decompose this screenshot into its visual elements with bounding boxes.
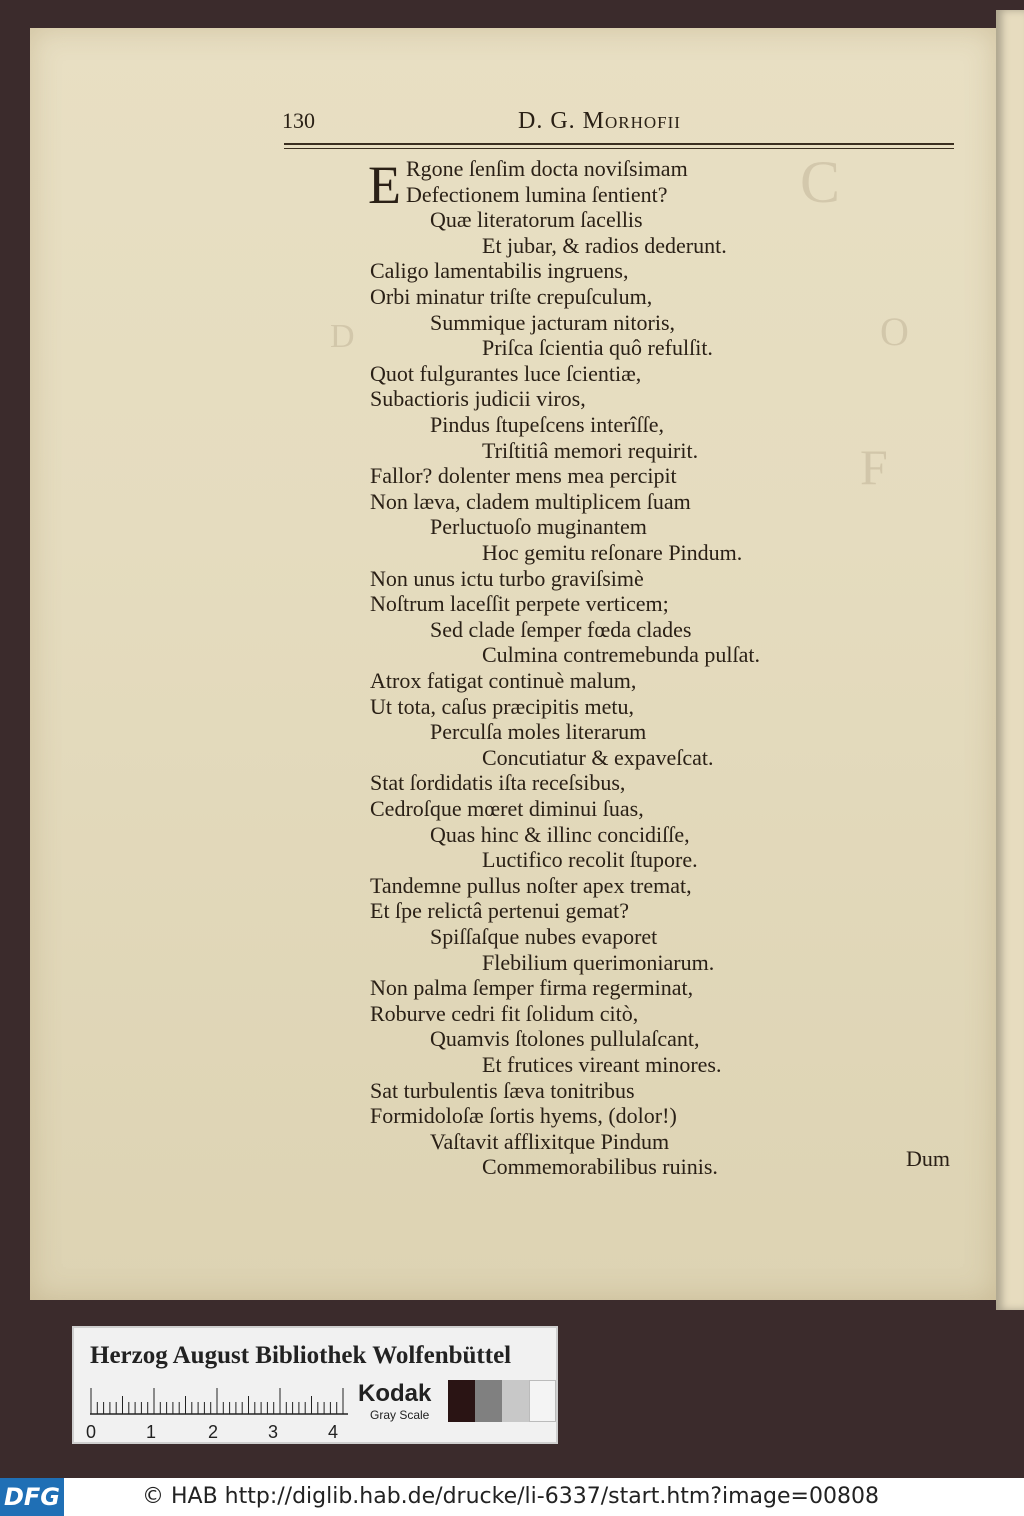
running-head: D. G. Morhofii (518, 108, 681, 134)
poem-line: Priſca ſcientia quô refulſit. (482, 335, 713, 361)
kodak-logo: Kodak (358, 1380, 432, 1407)
poem-line: Tandemne pullus noſter apex tremat, (370, 872, 692, 898)
library-name: Herzog August Bibliothek Wolfenbüttel (90, 1342, 512, 1369)
poem-line: Roburve cedri fit ſolidum citò, (370, 1000, 639, 1026)
poem-line: Pindus ſtupeſcens interîſſe, (430, 412, 665, 437)
poem-line: Non unus ictu turbo graviſsimè (370, 565, 644, 591)
poem-line: Quas hinc & illinc concidiſſe, (430, 821, 690, 847)
bleed-through-mark: F (860, 439, 888, 495)
poem-line: Sat turbulentis ſæva tonitribus (370, 1077, 635, 1103)
poem-line: Perculſa moles literarum (430, 719, 647, 745)
gray-swatch (529, 1380, 556, 1422)
poem-line: Fallor? dolenter mens mea percipit (370, 463, 677, 489)
poem-line: Spiſſaſque nubes evaporet (430, 924, 658, 949)
poem-line: Et frutices vireant minores. (482, 1052, 722, 1077)
gray-scale-caption: Gray Scale (370, 1408, 430, 1422)
library-label (72, 1326, 558, 1444)
gray-swatch (502, 1380, 529, 1422)
bleed-through-mark: C (800, 149, 841, 215)
poem-line: Cedroſque mœret diminui ſuas, (370, 796, 644, 821)
poem-line: Luctifico recolit ſtupore. (482, 847, 698, 873)
poem-line: Caligo lamentabilis ingruens, (370, 258, 629, 284)
poem-line: Commemorabilibus ruinis. (482, 1154, 718, 1180)
poem-line: Perluctuoſo muginantem (430, 514, 647, 540)
ruler-numbers (86, 1422, 350, 1442)
gray-swatch (475, 1380, 502, 1422)
header-rule (284, 143, 954, 149)
poem-line: Summique jacturam nitoris, (430, 309, 676, 335)
poem-line: Quæ literatorum ſacellis (430, 207, 643, 233)
poem-line: Non læva, cladem multiplicem ſuam (370, 488, 691, 514)
ruler-number: 4 (328, 1422, 339, 1442)
poem-line: Stat ſordidatis iſta receſsibus, (370, 770, 626, 796)
poem-line: Ut tota, caſus præcipitis metu, (370, 693, 634, 719)
poem-line: Quamvis ſtolones pullulaſcant, (430, 1026, 700, 1052)
poem-line: Concutiatur & expaveſcat. (482, 744, 714, 770)
poem-line: Atrox fatigat continuè malum, (370, 668, 637, 693)
poem-line: Flebilium querimoniarum. (482, 949, 715, 975)
bleed-through-mark: D (330, 318, 355, 355)
poem-line: Noſtrum laceſſit perpete verticem; (370, 591, 669, 617)
poem-line: Defectionem lumina ſentient? (406, 181, 668, 207)
poem-line: Formidoloſæ ſortis hyems, (dolor!) (370, 1103, 677, 1129)
ruler-scale (90, 1386, 350, 1416)
poem-line: Non palma ſemper firma regerminat, (370, 975, 694, 1001)
poem-line: Triſtitiâ memori requirit. (482, 437, 699, 463)
drop-cap: E (368, 155, 401, 215)
facing-page-edge (996, 10, 1024, 1310)
poem-line: Sed clade ſemper fœda clades (430, 616, 692, 642)
dfg-logo: DFG (0, 1478, 64, 1516)
poem-line: Hoc gemitu reſonare Pindum. (482, 540, 743, 565)
ruler-number: 1 (146, 1422, 157, 1442)
page-header (282, 108, 952, 144)
ruler-number: 0 (86, 1422, 97, 1442)
poem-line: Et ſpe relictâ pertenui gemat? (370, 898, 629, 924)
poem-line: Subactioris judicii viros, (370, 386, 586, 412)
poem-line: Culmina contremebunda pulſat. (482, 642, 760, 668)
poem-line: Et jubar, & radios dederunt. (482, 232, 727, 258)
copyright-link[interactable]: © HAB http://diglib.hab.de/drucke/li-6337/start.htm?image=00808 (142, 1484, 879, 1509)
poem-line: Rgone ſenſim docta noviſsimam (406, 156, 688, 181)
poem-line: Orbi minatur triſte crepuſculum, (370, 284, 653, 309)
poem-line: Vaſtavit afflixitque Pindum (430, 1128, 670, 1154)
catchword: Dum (906, 1146, 950, 1171)
gray-swatch (448, 1380, 475, 1422)
ruler-number: 3 (268, 1422, 279, 1442)
page-number: 130 (282, 108, 315, 133)
ruler-number: 2 (208, 1422, 219, 1442)
poem-line: Quot fulgurantes luce ſcientiæ, (370, 360, 642, 386)
bleed-through-mark: O (880, 309, 909, 354)
